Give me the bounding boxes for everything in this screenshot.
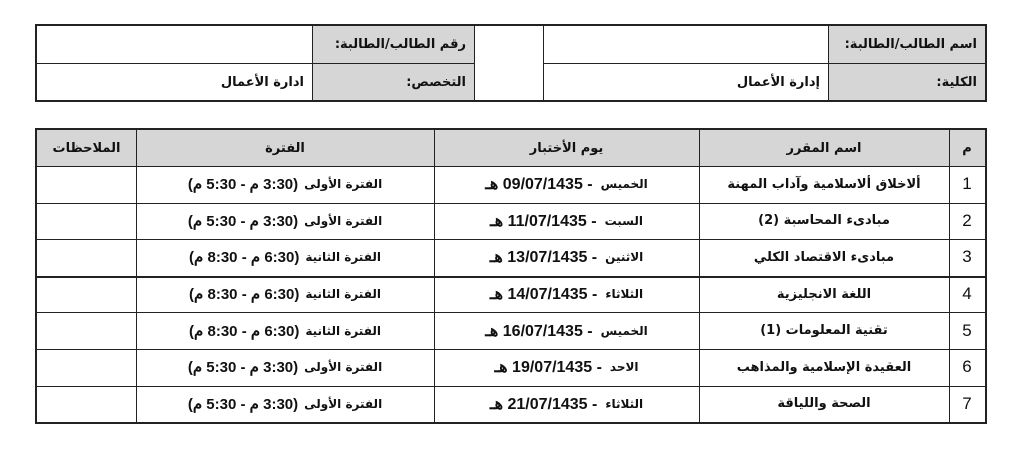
period-time: (3:30 م - 5:30 م)	[187, 359, 299, 377]
exam-weekday: السبت	[604, 213, 643, 228]
course-name: تقنية المعلومات (1)	[760, 323, 888, 339]
period-cell	[136, 239, 434, 276]
exam-date: - 09/07/1435 هـ	[485, 176, 593, 194]
exam-date: - 11/07/1435 هـ	[490, 212, 597, 230]
course-name: اللغة الانجليزية	[776, 286, 872, 302]
table-row	[37, 166, 985, 203]
course-name: مبادىء الاقتصاد الكلي	[753, 249, 895, 265]
row-number: 3	[962, 247, 972, 267]
table-row	[37, 239, 985, 276]
row-divider	[37, 312, 985, 313]
major-label: التخصص:	[312, 64, 474, 100]
course-name: ألاخلاق ألاسلامية وآداب المهنة	[727, 176, 921, 192]
row-divider	[37, 166, 985, 167]
row-number: 4	[962, 284, 972, 304]
period-cell	[136, 312, 434, 349]
college-label: الكلية:	[828, 64, 985, 100]
student-name-field[interactable]	[543, 26, 828, 63]
exam-weekday: الخميس	[600, 177, 648, 192]
period-time: (6:30 م - 8:30 م)	[189, 322, 300, 340]
major-value: ادارة الأعمال	[220, 74, 304, 90]
period-name: الفترة الأولى	[304, 396, 383, 411]
exam-day-cell	[434, 203, 699, 240]
exam-day-cell	[434, 312, 699, 349]
exam-day-cell	[434, 349, 699, 386]
exam-date: - 19/07/1435 هـ	[494, 359, 602, 377]
row-number: 6	[962, 357, 972, 377]
grid-line	[37, 63, 474, 64]
exam-weekday: الاحد	[609, 360, 639, 375]
period-cell	[136, 203, 434, 240]
period-time: (3:30 م - 5:30 م)	[187, 395, 299, 413]
student-name-label: اسم الطالب/الطالبة:	[828, 26, 985, 63]
exam-weekday: الخميس	[600, 323, 648, 338]
grid-line	[474, 26, 475, 100]
exam-date: - 13/07/1435 هـ	[489, 249, 598, 267]
period-cell	[136, 276, 434, 313]
notes-cell[interactable]	[37, 203, 136, 240]
header-period: الفترة	[136, 130, 434, 166]
table-row	[37, 349, 985, 386]
row-number: 5	[962, 320, 972, 340]
notes-cell[interactable]	[37, 239, 136, 276]
header-notes: الملاحظات	[37, 130, 136, 166]
row-divider	[37, 349, 985, 350]
period-time: (3:30 م - 5:30 م)	[187, 176, 299, 194]
period-name: الفترة الأولى	[304, 360, 383, 375]
row-number: 2	[962, 210, 972, 230]
row-divider	[37, 276, 985, 278]
period-cell	[136, 349, 434, 386]
period-time: (6:30 م - 8:30 م)	[189, 249, 300, 267]
table-row	[37, 386, 985, 423]
period-name: الفترة الأولى	[304, 177, 383, 192]
exam-day-cell	[434, 276, 699, 313]
row-number: 7	[962, 393, 972, 413]
period-name: الفترة الثانية	[305, 250, 381, 265]
student-id-label: رقم الطالب/الطالبة:	[312, 26, 474, 63]
period-time: (6:30 م - 8:30 م)	[189, 286, 300, 304]
header-num: م	[949, 130, 985, 166]
exam-date: - 14/07/1435 هـ	[489, 286, 598, 304]
header-exam-day: يوم الأختبار	[434, 130, 699, 166]
table-row	[37, 276, 985, 313]
notes-cell[interactable]	[37, 312, 136, 349]
table-row	[37, 312, 985, 349]
exam-day-cell	[434, 166, 699, 203]
notes-cell[interactable]	[37, 166, 136, 203]
period-name: الفترة الثانية	[305, 323, 381, 338]
student-info-table	[35, 24, 987, 102]
exam-weekday: الثلاثاء	[605, 287, 644, 302]
notes-cell[interactable]	[37, 276, 136, 313]
student-id-field[interactable]	[37, 26, 312, 63]
period-cell	[136, 386, 434, 423]
course-name: الصحة واللياقة	[777, 396, 871, 412]
exam-schedule-table	[35, 128, 987, 424]
exam-day-cell	[434, 239, 699, 276]
exam-date: - 21/07/1435 هـ	[489, 395, 598, 413]
period-cell	[136, 166, 434, 203]
row-number: 1	[962, 174, 972, 194]
exam-date: - 16/07/1435 هـ	[485, 322, 593, 340]
row-divider	[37, 386, 985, 387]
exam-day-cell	[434, 386, 699, 423]
period-name: الفترة الأولى	[304, 213, 383, 228]
exam-weekday: الاثنين	[605, 250, 644, 265]
header-course: اسم المقرر	[699, 130, 949, 166]
table-row	[37, 203, 985, 240]
exam-weekday: الثلاثاء	[605, 396, 644, 411]
course-name: مبادىء المحاسبة (2)	[758, 213, 890, 229]
notes-cell[interactable]	[37, 386, 136, 423]
row-divider	[37, 203, 985, 204]
row-divider	[37, 239, 985, 240]
college-value: إدارة الأعمال	[736, 74, 820, 90]
period-time: (3:30 م - 5:30 م)	[187, 212, 299, 230]
notes-cell[interactable]	[37, 349, 136, 386]
period-name: الفترة الثانية	[305, 287, 381, 302]
course-name: العقيدة الإسلامية والمذاهب	[736, 359, 912, 375]
info-spacer-cell	[474, 26, 543, 100]
grid-line	[543, 63, 985, 64]
